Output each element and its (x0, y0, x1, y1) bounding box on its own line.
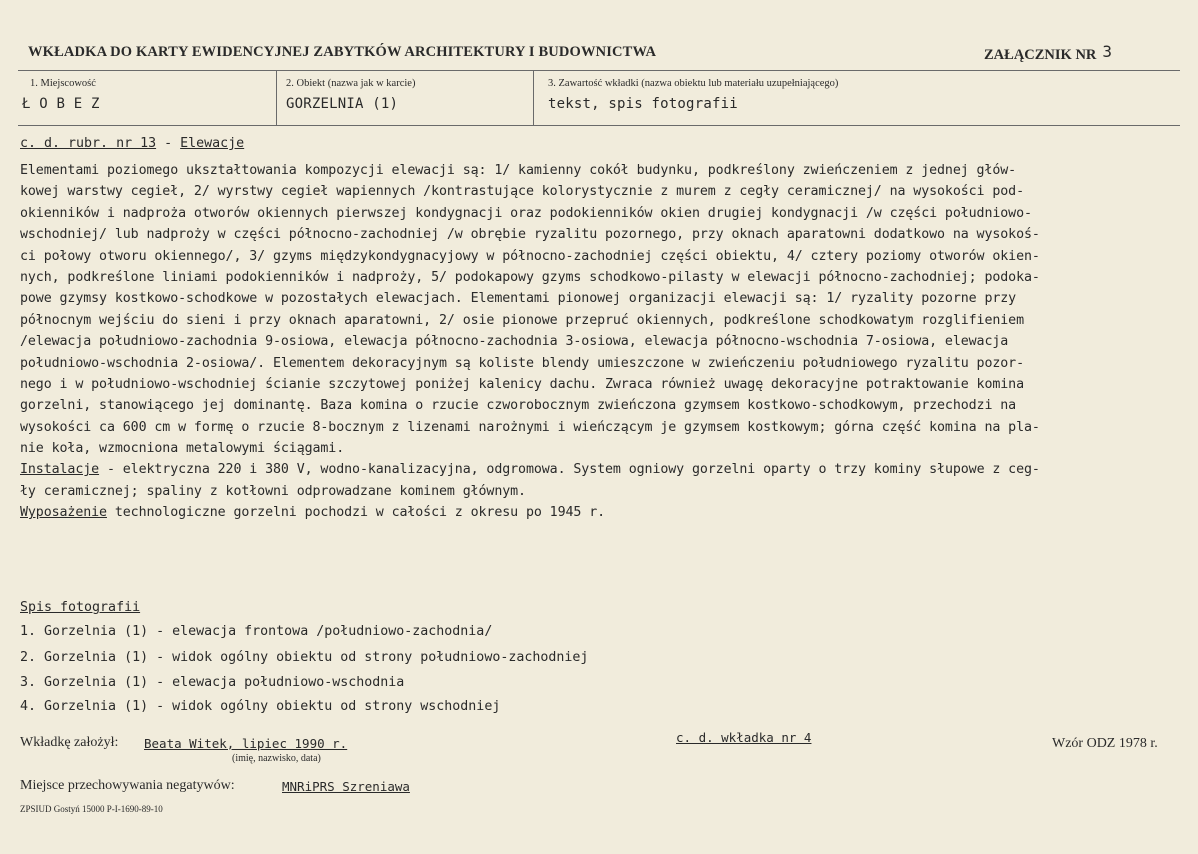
text-line: okienników i nadproża otworów okiennych pierwszej kondygnacji oraz podokienników okien drugiej kondygnacji /w części południowo- (20, 205, 1032, 221)
photo-item: 2. Gorzelnia (1) - widok ogólny obiektu od strony południowo-zachodniej (20, 650, 589, 665)
table-top-border (18, 70, 1180, 71)
author-value: Beata Witek, lipiec 1990 r. (144, 736, 348, 751)
description-text (20, 160, 1180, 524)
text-line: /elewacja południowo-zachodnia 9-osiowa, elewacja północno-zachodnia 3-osiowa, elewacja północno-wschodnia 7-osiowa, elewacja (20, 334, 1009, 350)
section-title: Elewacje (180, 136, 245, 151)
author-label: Wkładkę założył: (20, 735, 119, 750)
object-label: 2. Obiekt (nazwa jak w karcie) (286, 78, 416, 89)
photo-item: 3. Gorzelnia (1) - elewacja południowo-wschodnia (20, 675, 405, 690)
author-hint: (imię, nazwisko, data) (232, 753, 321, 764)
table-bottom-border (18, 125, 1180, 126)
photo-item: 1. Gorzelnia (1) - elewacja frontowa /południowo-zachodnia/ (20, 624, 493, 639)
section-heading (20, 136, 244, 151)
text-line: ci połowy otworu okiennego/, 3/ gzyms międzykondygnacyjowy w północno-zachodniej części obiektu, 4/ cztery poziomy otworów okien- (20, 248, 1040, 264)
continuation-note: c. d. wkładka nr 4 (676, 730, 812, 745)
text-line: północnym wejściu do sieni i przy oknach aparatowni, 2/ osie pionowe przepruć okiennych, podkreślone schodkowatym rozglifieniem (20, 312, 1024, 328)
installations-text: - elektryczna 220 i 380 V, wodno-kanalizacyjna, odgromowa. System ogniowy gorzelni oparty o trzy kominy słupowe z ceg- (99, 462, 1040, 478)
column-divider-1 (276, 70, 277, 125)
section-prefix: c. d. rubr. nr 13 (20, 136, 157, 151)
locality-label: 1. Miejscowość (30, 78, 96, 89)
column-divider-2 (533, 70, 534, 125)
equipment-text: technologiczne gorzelni pochodzi w całości z okresu po 1945 r. (106, 505, 606, 521)
text-line: nych, podkreślone liniami podokienników i nadproży, 5/ podokapowy gzyms schodkowo-pilasty w elewacji północno-zachodniej; podoka- (20, 269, 1040, 285)
contents-value: tekst, spis fotografii (548, 96, 738, 112)
attachment-number-value: 3 (1102, 42, 1113, 61)
text-line: Elementami poziomego ukształtowania kompozycji elewacji są: 1/ kamienny cokół budynku, podkreślony zwieńczeniem z jednej głów- (20, 163, 1017, 178)
text-line: gorzelni, stanowiącego jej dominantę. Baza komina o rzucie czworobocznym zwieńczona gzymsem kostkowo-schodkowym, przechodzi na (20, 398, 1017, 414)
text-line: wysokości ca 600 cm w formę o rzucie 8-bocznym z lizenami narożnymi i wieńczącym je gzymsem kostkowym; górna część komina na pla- (20, 419, 1040, 435)
text-line: powe gzymsy kostkowo-schodkowe w pozostałych elewacjach. Elementami pionowej organizacji elewacji są: 1/ ryzality pozorne przy (20, 291, 1017, 307)
negatives-value: MNRiPRS Szreniawa (282, 779, 410, 794)
text-line: nego i w południowo-wschodniej ścianie szczytowej poniżej kalenicy dachu. Zwraca również uwagę dekoracyjne potraktowanie komina (20, 376, 1024, 392)
print-info: ZPSIUD Gostyń 15000 P-I-1690-89-10 (20, 804, 163, 814)
section-separator: - (156, 136, 181, 151)
attachment-label: ZAŁĄCZNIK NR (984, 47, 1097, 63)
template-version: Wzór ODZ 1978 r. (1052, 736, 1158, 751)
attachment-number (984, 44, 1112, 64)
form-title: WKŁADKA DO KARTY EWIDENCYJNEJ ZABYTKÓW ARCHITEKTURY I BUDOWNICTWA (28, 44, 657, 60)
text-line: południowo-wschodnia 2-osiowa/. Elementem dekoracyjnym są koliste blendy umieszczone w zwieńczeniu południowego ryzalitu pozor- (20, 355, 1024, 371)
equipment-label: Wyposażenie (20, 505, 107, 521)
installations-label: Instalacje (20, 462, 100, 478)
installations-line-2: ły ceramicznej; spaliny z kotłowni odprowadzane kominem głównym. (20, 483, 526, 499)
text-line: wschodniej/ lub nadproży w części północno-zachodniej /w obrębie ryzalitu pozornego, przy oknach aparatowni dodatkowo na wysokoś- (20, 227, 1040, 243)
contents-label: 3. Zawartość wkładki (nazwa obiektu lub materiału uzupełniającego) (548, 78, 839, 89)
object-value: GORZELNIA (1) (286, 96, 399, 112)
installations-line-1 (20, 459, 1180, 480)
photos-heading: Spis fotografii (20, 600, 141, 615)
text-line: nie koła, wzmocniona metalowymi ściągami. (20, 441, 345, 457)
photo-item: 4. Gorzelnia (1) - widok ogólny obiektu od strony wschodniej (20, 699, 501, 714)
locality-value: Ł O B E Z (22, 96, 100, 112)
text-line: kowej warstwy cegieł, 2/ wyrstwy cegieł wapiennych /kontrastujące kolorystycznie z murem z cegły ceramicznej/ na wysokości pod- (20, 184, 1024, 200)
negatives-label: Miejsce przechowywania negatywów: (20, 778, 235, 793)
equipment-line (20, 502, 1180, 523)
